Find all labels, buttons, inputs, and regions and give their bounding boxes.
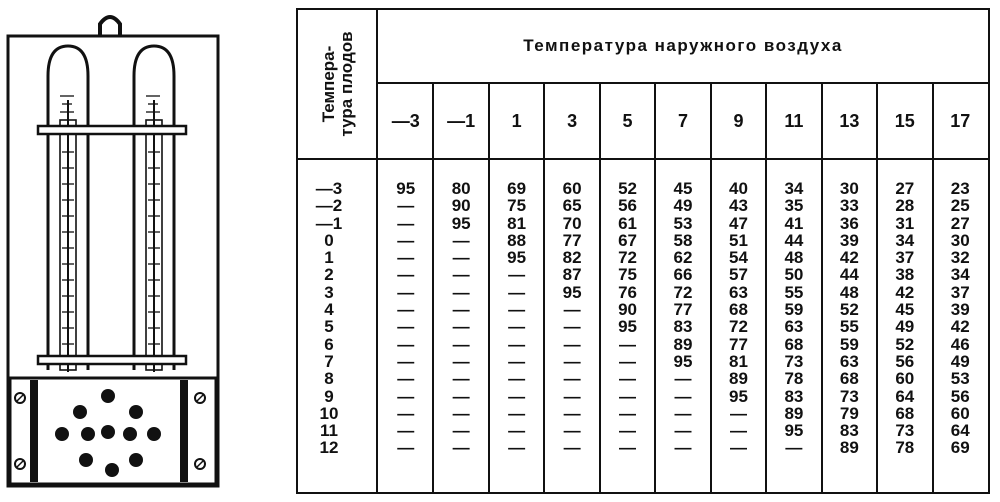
column-divider	[488, 160, 490, 492]
humidity-cell: 27	[950, 213, 970, 233]
humidity-cell: —	[452, 386, 470, 406]
column-divider	[821, 160, 823, 492]
fruit-temperature-value: 5	[324, 317, 334, 337]
humidity-cell: 76	[618, 282, 637, 302]
humidity-cell: 42	[950, 317, 970, 337]
table-title: Температура наружного воздуха	[378, 10, 988, 84]
humidity-cell: 75	[507, 196, 527, 216]
humidity-cell: 43	[728, 196, 748, 216]
humidity-cell: 30	[950, 230, 970, 250]
row-header-label: Темпера- тура плодов	[319, 31, 356, 137]
row-header-cell	[298, 10, 378, 158]
thermometer-right-icon	[134, 46, 174, 372]
column-divider	[932, 160, 934, 492]
humidity-cell: 49	[895, 317, 915, 337]
humidity-cell: 32	[950, 248, 970, 268]
column-header: 1	[511, 110, 522, 131]
humidity-cell: —	[729, 403, 747, 423]
humidity-cell: —	[397, 438, 415, 458]
humidity-cell: —	[563, 300, 581, 320]
fruit-temperature-value: 12	[319, 438, 339, 458]
humidity-cell: 48	[839, 282, 859, 302]
humidity-cell: 36	[839, 213, 859, 233]
humidity-cell: 53	[950, 369, 970, 389]
humidity-cell: 72	[673, 282, 693, 302]
humidity-cell: 73	[895, 421, 915, 441]
fruit-temperature-value: 2	[324, 265, 334, 285]
humidity-cell: —	[508, 265, 526, 285]
humidity-cell: 81	[728, 351, 748, 371]
column-divider	[821, 84, 823, 158]
upper-clamp	[38, 126, 186, 134]
humidity-cell: 52	[839, 300, 859, 320]
header-divider	[298, 158, 988, 160]
humidity-cell: 73	[784, 351, 804, 371]
humidity-cell: 77	[562, 230, 582, 250]
humidity-cell: 31	[895, 213, 915, 233]
vent-box-rail-right	[180, 380, 188, 482]
humidity-cell: 42	[895, 282, 915, 302]
humidity-cell: 30	[839, 179, 859, 198]
humidity-cell: —	[563, 421, 581, 441]
humidity-cell: 65	[562, 196, 582, 216]
humidity-cell: 90	[451, 196, 471, 216]
humidity-cell: 56	[950, 386, 970, 406]
humidity-cell: —	[397, 421, 415, 441]
humidity-cell: —	[563, 403, 581, 423]
lower-clamp	[38, 356, 186, 364]
column-header: —3	[391, 110, 420, 131]
humidity-cell: 78	[784, 369, 804, 389]
humidity-cell: —	[508, 334, 526, 354]
humidity-cell: —	[452, 265, 470, 285]
humidity-cell: 79	[839, 403, 859, 423]
humidity-cell: —	[729, 421, 747, 441]
column-header: 15	[894, 110, 915, 131]
humidity-cell: 55	[784, 282, 804, 302]
fruit-temperature-column	[298, 180, 378, 457]
humidity-cell: 89	[728, 369, 748, 389]
humidity-cell: 83	[784, 386, 804, 406]
humidity-cell: 75	[618, 265, 637, 285]
humidity-cell: 57	[728, 265, 748, 285]
humidity-cell: 45	[673, 179, 693, 198]
humidity-cell: 95	[396, 179, 416, 198]
humidity-cell: 54	[728, 248, 748, 268]
humidity-cell: 63	[784, 317, 804, 337]
column-divider	[765, 84, 767, 158]
humidity-cell: —	[452, 421, 470, 441]
humidity-cell: —	[397, 351, 415, 371]
humidity-cell: 50	[784, 265, 804, 285]
humidity-cell: 83	[839, 421, 859, 441]
humidity-cell: 48	[784, 248, 804, 268]
column-divider	[543, 160, 545, 492]
humidity-cell: 49	[673, 196, 693, 216]
humidity-cell: 66	[673, 265, 693, 285]
humidity-cell: 78	[895, 438, 915, 458]
humidity-cell: —	[397, 369, 415, 389]
humidity-cell: 23	[950, 179, 970, 198]
humidity-cell: —	[619, 351, 637, 371]
humidity-cell: 60	[950, 403, 970, 423]
humidity-cell: —	[452, 334, 470, 354]
column-header: 13	[839, 110, 860, 131]
fruit-temperature-value: —1	[315, 213, 343, 233]
humidity-cell: 60	[562, 179, 582, 198]
humidity-cell: 95	[507, 248, 527, 268]
humidity-cell: 95	[673, 351, 693, 371]
column-header: 17	[950, 110, 971, 131]
column-divider	[876, 160, 878, 492]
humidity-cell: 45	[895, 300, 915, 320]
humidity-cell: —	[785, 438, 803, 458]
humidity-cell: —	[397, 300, 415, 320]
data-column	[711, 180, 766, 457]
vent-box-rail-left	[30, 380, 38, 482]
humidity-cell: 47	[728, 213, 748, 233]
humidity-cell: 77	[728, 334, 748, 354]
data-column	[433, 180, 488, 457]
humidity-cell: 63	[839, 351, 859, 371]
humidity-cell: 62	[673, 248, 693, 268]
humidity-cell: —	[397, 248, 415, 268]
column-divider	[543, 84, 545, 158]
data-column	[877, 180, 932, 457]
humidity-cell: 72	[618, 248, 637, 268]
humidity-cell: 90	[618, 300, 637, 320]
humidity-cell: 95	[618, 317, 637, 337]
screw-icon	[15, 459, 25, 469]
fruit-temperature-value: 11	[320, 421, 338, 441]
humidity-cell: 64	[950, 421, 970, 441]
humidity-cell: 42	[839, 248, 859, 268]
humidity-cell: 40	[728, 179, 748, 198]
column-divider	[599, 84, 601, 158]
humidity-cell: 73	[839, 386, 859, 406]
data-column	[600, 180, 655, 457]
humidity-cell: 88	[507, 230, 527, 250]
humidity-cell: 95	[562, 282, 582, 302]
column-divider	[710, 84, 712, 158]
humidity-cell: 77	[673, 300, 693, 320]
column-divider	[876, 84, 878, 158]
data-column	[766, 180, 821, 457]
humidity-cell: 83	[673, 317, 693, 337]
humidity-cell: 69	[950, 438, 970, 458]
humidity-cell: 68	[895, 403, 915, 423]
humidity-cell: 60	[895, 369, 915, 389]
column-header: 9	[733, 110, 744, 131]
humidity-cell: 80	[451, 179, 471, 198]
humidity-cell: —	[619, 334, 637, 354]
humidity-cell: —	[619, 438, 637, 458]
humidity-cell: 64	[895, 386, 915, 406]
humidity-cell: —	[397, 334, 415, 354]
humidity-cell: 95	[728, 386, 748, 406]
humidity-cell: —	[508, 421, 526, 441]
humidity-cell: —	[674, 403, 692, 423]
column-divider	[654, 84, 656, 158]
fruit-temperature-value: 3	[324, 282, 334, 302]
column-divider	[432, 160, 434, 492]
humidity-cell: 46	[950, 334, 970, 354]
humidity-cell: —	[674, 386, 692, 406]
humidity-cell: 37	[950, 282, 970, 302]
humidity-cell: 44	[839, 265, 859, 285]
humidity-cell: —	[619, 421, 637, 441]
humidity-cell: 39	[950, 300, 970, 320]
humidity-cell: —	[619, 403, 637, 423]
fruit-temperature-value: —3	[315, 179, 343, 198]
humidity-cell: 49	[950, 351, 970, 371]
humidity-cell: —	[508, 386, 526, 406]
humidity-cell: —	[397, 213, 415, 233]
humidity-cell: 72	[728, 317, 748, 337]
humidity-cell: 44	[784, 230, 804, 250]
humidity-cell: —	[452, 248, 470, 268]
humidity-cell: 55	[839, 317, 859, 337]
humidity-cell: —	[619, 369, 637, 389]
humidity-cell: —	[729, 438, 747, 458]
humidity-cell: 61	[618, 213, 637, 233]
humidity-cell: —	[619, 386, 637, 406]
data-column	[378, 180, 433, 457]
humidity-cell: 87	[562, 265, 582, 285]
data-column	[822, 180, 877, 457]
humidity-cell: 67	[618, 230, 637, 250]
column-header: 11	[784, 110, 804, 131]
humidity-cell: 58	[673, 230, 693, 250]
humidity-cell: —	[563, 351, 581, 371]
humidity-cell: —	[508, 438, 526, 458]
row-header-divider	[376, 160, 378, 492]
fruit-temperature-value: 8	[324, 369, 334, 389]
humidity-cell: 89	[784, 403, 804, 423]
humidity-cell: —	[508, 300, 526, 320]
humidity-cell: 27	[895, 179, 915, 198]
humidity-cell: —	[563, 369, 581, 389]
column-header-row	[378, 84, 988, 158]
humidity-cell: 28	[895, 196, 915, 216]
humidity-cell: 35	[784, 196, 804, 216]
fruit-temperature-value: 6	[324, 334, 334, 354]
humidity-cell: —	[508, 351, 526, 371]
humidity-cell: 52	[618, 179, 637, 198]
humidity-cell: —	[674, 369, 692, 389]
humidity-cell: —	[674, 438, 692, 458]
data-column	[489, 180, 544, 457]
humidity-cell: 56	[895, 351, 915, 371]
humidity-cell: 34	[895, 230, 915, 250]
humidity-cell: 59	[839, 334, 859, 354]
humidity-cell: 53	[673, 213, 693, 233]
column-header: 3	[567, 110, 578, 131]
screw-icon	[15, 393, 25, 403]
humidity-cell: —	[508, 282, 526, 302]
humidity-cell: —	[397, 403, 415, 423]
humidity-cell: —	[397, 196, 415, 216]
psychrometer-icon	[0, 0, 240, 502]
humidity-cell: —	[452, 282, 470, 302]
humidity-cell: 56	[618, 196, 637, 216]
screw-icon	[195, 459, 205, 469]
humidity-cell: 41	[784, 213, 804, 233]
humidity-cell: 59	[784, 300, 804, 320]
humidity-cell: —	[508, 317, 526, 337]
humidity-cell: 52	[895, 334, 915, 354]
humidity-cell: —	[397, 317, 415, 337]
humidity-cell: 68	[784, 334, 804, 354]
humidity-cell: —	[508, 369, 526, 389]
humidity-cell: —	[452, 351, 470, 371]
humidity-cell: 39	[839, 230, 859, 250]
humidity-cell: 82	[562, 248, 582, 268]
column-divider	[654, 160, 656, 492]
humidity-cell: 81	[507, 213, 527, 233]
humidity-cell: 34	[784, 179, 804, 198]
fruit-temperature-value: 4	[324, 300, 334, 320]
humidity-cell: 70	[562, 213, 582, 233]
fruit-temperature-value: 9	[324, 386, 334, 406]
humidity-cell: —	[397, 282, 415, 302]
humidity-cell: 69	[507, 179, 527, 198]
humidity-cell: —	[452, 403, 470, 423]
humidity-cell: 89	[839, 438, 859, 458]
humidity-cell: 89	[673, 334, 693, 354]
data-column	[544, 180, 599, 457]
humidity-cell: —	[397, 265, 415, 285]
column-divider	[710, 160, 712, 492]
humidity-cell: 33	[839, 196, 859, 216]
humidity-cell: —	[452, 317, 470, 337]
fruit-temperature-value: 10	[319, 403, 339, 423]
humidity-cell: 34	[950, 265, 970, 285]
data-column	[655, 180, 710, 457]
humidity-cell: 68	[728, 300, 748, 320]
humidity-cell: 25	[950, 196, 970, 216]
humidity-cell: —	[452, 230, 470, 250]
fruit-temperature-value: 1	[324, 248, 334, 268]
humidity-cell: 68	[839, 369, 859, 389]
humidity-cell: —	[563, 438, 581, 458]
humidity-cell: —	[452, 369, 470, 389]
humidity-cell: —	[563, 317, 581, 337]
humidity-cell: —	[452, 300, 470, 320]
humidity-cell: —	[397, 386, 415, 406]
humidity-cell: 63	[728, 282, 748, 302]
humidity-cell: 95	[451, 213, 471, 233]
humidity-cell: —	[563, 386, 581, 406]
humidity-table	[296, 8, 990, 494]
data-column	[933, 180, 988, 457]
humidity-cell: —	[452, 438, 470, 458]
column-divider	[599, 160, 601, 492]
column-divider	[765, 160, 767, 492]
humidity-cell: 38	[895, 265, 915, 285]
column-header: —1	[447, 110, 476, 131]
column-divider	[432, 84, 434, 158]
column-divider	[932, 84, 934, 158]
column-divider	[488, 84, 490, 158]
humidity-cell: 95	[784, 421, 804, 441]
fruit-temperature-value: 7	[324, 351, 334, 371]
fruit-temperature-value: —2	[315, 196, 343, 216]
humidity-cell: —	[563, 334, 581, 354]
screw-icon	[195, 393, 205, 403]
humidity-cell: —	[397, 230, 415, 250]
humidity-cell: 51	[728, 230, 748, 250]
column-header: 5	[622, 110, 633, 131]
thermometer-left-icon	[48, 46, 88, 372]
fruit-temperature-value: 0	[324, 230, 334, 250]
humidity-cell: —	[508, 403, 526, 423]
column-header: 7	[677, 110, 688, 131]
humidity-cell: 37	[895, 248, 915, 268]
humidity-cell: —	[674, 421, 692, 441]
